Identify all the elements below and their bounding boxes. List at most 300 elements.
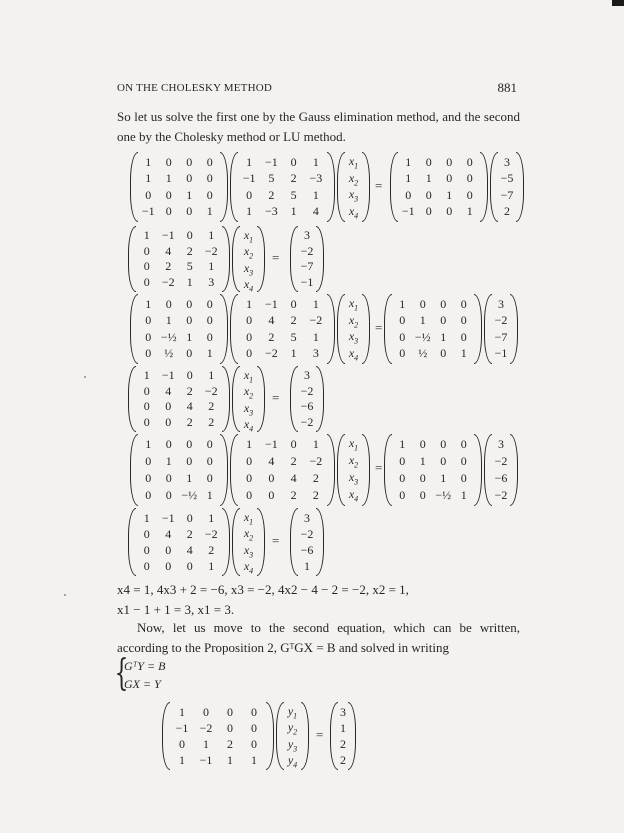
matrix-entry: −1: [264, 154, 278, 169]
matrix-entry: 0: [246, 187, 253, 202]
matrix-entry: 0: [165, 399, 172, 414]
matrix-entry: 2: [290, 488, 297, 502]
right-paren: [480, 152, 488, 222]
right-paren: [220, 152, 228, 222]
matrix-entry: −½: [181, 488, 198, 502]
left-paren: [384, 294, 392, 364]
matrix-entry: 4: [165, 383, 172, 398]
matrix-entry: $x_2$: [243, 244, 254, 261]
matrix-entry: 1: [312, 187, 319, 202]
matrix-entry: 1: [246, 204, 253, 219]
matrix-entry: 2: [504, 204, 510, 219]
matrix-entry: 4: [165, 243, 172, 258]
matrix-entry: 0: [186, 154, 193, 169]
matrix-entry: 0: [466, 154, 473, 169]
matrix-entry: −7: [500, 187, 514, 202]
page-header: [117, 78, 519, 96]
matrix-entry: 1: [165, 171, 172, 186]
equals-sign: =: [272, 250, 280, 265]
matrix-entry: 0: [446, 154, 453, 169]
matrix-entry: 0: [419, 471, 426, 485]
left-paren: [390, 152, 398, 222]
matrix-entry: 1: [312, 296, 319, 311]
matrix-entry: −2: [494, 313, 508, 328]
matrix-entry: 0: [425, 154, 432, 169]
matrix-entry: 0: [405, 187, 412, 202]
intro-paragraph: So let us solve the first one by the Gauss elimination method, and the second one by the Cholesky method or LU method.: [117, 109, 520, 144]
reduced-matrix-6: [128, 508, 230, 576]
matrix-entry: 2: [186, 526, 193, 541]
matrix-entry: 3: [304, 510, 310, 525]
matrix-entry: 0: [399, 488, 406, 502]
matrix-entry: 1: [440, 471, 447, 485]
matrix-entry: −1: [199, 752, 213, 767]
scan-artifact: [612, 0, 624, 6]
matrix-entry: 1: [145, 154, 152, 169]
matrix-entry: −1: [141, 204, 155, 219]
matrix-entry: 0: [206, 313, 213, 328]
matrix-entry: $x_2$: [243, 384, 254, 401]
rhs-vector-4: [290, 366, 324, 432]
matrix-entry: 0: [440, 437, 447, 451]
matrix-entry: 0: [165, 296, 172, 311]
matrix-entry: 0: [186, 313, 193, 328]
matrix-entry: 0: [460, 313, 467, 328]
matrix-entry: 0: [246, 454, 253, 468]
matrix-entry: −1: [401, 204, 415, 219]
right-paren: [316, 366, 324, 432]
matrix-entry: 0: [399, 329, 406, 344]
matrix-entry: 1: [145, 171, 152, 186]
matrix-entry: 0: [246, 329, 253, 344]
matrix-entry: 3: [208, 274, 215, 289]
matrix-entry: 1: [208, 368, 215, 383]
matrix-entry: 1: [179, 752, 185, 767]
matrix-entry: $x_1$: [243, 368, 254, 385]
matrix-entry: 0: [165, 154, 172, 169]
coefficient-matrix-5: [230, 434, 335, 506]
solution-line-1: x4 = 1, 4x3 + 2 = −6, x3 = −2, 4x2 − 4 − 2 = −2, x2 = 1,: [117, 582, 409, 597]
matrix-entry: 0: [246, 471, 253, 485]
matrix-entry: 1: [246, 154, 253, 169]
equals-sign: =: [272, 533, 280, 548]
left-paren: [337, 152, 345, 222]
lower-triangular-matrix: [162, 702, 274, 770]
matrix-entry: $x_4$: [348, 345, 359, 362]
left-paren: [128, 366, 136, 432]
matrix-entry: 5: [186, 259, 193, 274]
right-paren: [220, 434, 228, 506]
right-paren: [222, 366, 230, 432]
matrix-entry: 5: [290, 187, 297, 202]
right-paren: [327, 434, 335, 506]
matrix-entry: ½: [418, 346, 428, 361]
matrix-entry: 0: [290, 437, 297, 451]
matrix-entry: 0: [251, 736, 257, 751]
unknowns-vector-1: [337, 152, 370, 222]
followup-paragraph: Now, let us move to the second equation, which can be written, according to the Proposition 2, GᵀGX = B and solved in writing: [117, 620, 520, 655]
matrix-entry: $x_4$: [243, 417, 254, 434]
left-paren: [337, 294, 345, 364]
matrix-entry: 1: [466, 204, 473, 219]
matrix-entry: 0: [251, 720, 257, 735]
matrix-entry: $x_4$: [243, 277, 254, 294]
matrix-entry: 1: [446, 187, 453, 202]
page-number: 881: [497, 80, 517, 95]
reduced-matrix-4: [128, 366, 230, 432]
matrix-entry: −2: [204, 243, 218, 258]
left-paren: [276, 702, 284, 770]
left-paren: [337, 434, 345, 506]
rhs-vector-1: [490, 152, 524, 222]
matrix-entry: 1: [165, 454, 172, 468]
matrix-entry: 1: [246, 296, 253, 311]
matrix-entry: 0: [399, 346, 406, 361]
elimination-matrix-5-rhs: [384, 434, 482, 506]
matrix-entry: 0: [186, 228, 193, 243]
matrix-entry: 4: [312, 204, 319, 219]
matrix-entry: 1: [179, 704, 185, 719]
right-paren: [510, 294, 518, 364]
matrix-entry: $x_4$: [348, 487, 359, 504]
right-paren: [362, 152, 370, 222]
matrix-entry: 0: [165, 542, 172, 557]
y-vector: [276, 702, 309, 770]
rhs-vector-5: [484, 434, 518, 506]
matrix-entry: 4: [268, 313, 275, 328]
matrix-entry: −7: [494, 329, 508, 344]
matrix-entry: 1: [143, 228, 150, 243]
matrix-entry: $y_4$: [287, 753, 298, 770]
left-paren: [128, 226, 136, 292]
matrix-entry: 0: [145, 488, 152, 502]
matrix-entry: 1: [227, 752, 233, 767]
matrix-entry: 0: [399, 471, 406, 485]
matrix-entry: 0: [165, 187, 172, 202]
matrix-entry: −2: [204, 383, 218, 398]
left-paren: [130, 294, 138, 364]
matrix-entry: 2: [186, 243, 193, 258]
matrix-entry: 1: [208, 259, 215, 274]
matrix-entry: 2: [208, 399, 215, 414]
matrix-entry: 0: [460, 296, 467, 311]
matrix-entry: 2: [290, 454, 297, 468]
unknowns-vector-3: [337, 294, 370, 364]
matrix-entry: −1: [161, 368, 175, 383]
matrix-entry: 4: [186, 399, 193, 414]
matrix-entry: −5: [500, 171, 514, 186]
matrix-entry: 0: [165, 488, 172, 502]
matrix-entry: −6: [300, 542, 314, 557]
matrix-entry: $y_2$: [287, 720, 298, 737]
matrix-entry: 1: [399, 296, 406, 311]
matrix-entry: 1: [145, 296, 152, 311]
matrix-entry: −1: [175, 720, 189, 735]
matrix-entry: 0: [268, 471, 275, 485]
matrix-entry: 1: [208, 558, 215, 573]
right-paren: [222, 226, 230, 292]
matrix-entry: −1: [494, 346, 508, 361]
matrix-entry: 0: [186, 171, 193, 186]
matrix-entry: 1: [419, 454, 426, 468]
matrix-entry: $x_2$: [348, 312, 359, 329]
right-paren: [474, 294, 482, 364]
system-equation-2: GX = Y: [124, 677, 161, 691]
matrix-entry: 2: [290, 171, 297, 186]
matrix-entry: 0: [290, 154, 297, 169]
right-paren: [257, 366, 265, 432]
matrix-entry: 1: [206, 346, 213, 361]
matrix-entry: 4: [268, 454, 275, 468]
unknowns-vector-5: [337, 434, 370, 506]
matrix-entry: 4: [165, 526, 172, 541]
matrix-entry: −2: [161, 274, 175, 289]
elimination-matrix-3-rhs: [384, 294, 482, 364]
left-paren: [130, 152, 138, 222]
elimination-matrix-1-rhs: [390, 152, 488, 222]
matrix-entry: 0: [186, 437, 193, 451]
matrix-entry: 1: [405, 154, 412, 169]
matrix-entry: 1: [251, 752, 257, 767]
matrix-entry: 0: [186, 368, 193, 383]
unknowns-vector-4: [232, 366, 265, 432]
matrix-entry: −2: [494, 488, 508, 502]
matrix-entry: 2: [268, 187, 275, 202]
matrix-entry: 1: [304, 558, 310, 573]
matrix-entry: 4: [186, 542, 193, 557]
matrix-entry: 3: [304, 228, 310, 243]
matrix-entry: $x_3$: [243, 542, 254, 560]
matrix-entry: −3: [309, 171, 323, 186]
matrix-entry: $y_1$: [287, 704, 298, 721]
matrix-entry: 0: [143, 526, 150, 541]
matrix-entry: 0: [165, 471, 172, 485]
matrix-entry: 2: [186, 414, 193, 429]
right-paren: [510, 434, 518, 506]
matrix-entry: 0: [446, 171, 453, 186]
matrix-entry: 0: [460, 329, 467, 344]
matrix-entry: −2: [309, 454, 323, 468]
matrix-entry: −1: [242, 171, 256, 186]
matrix-entry: 0: [143, 399, 150, 414]
matrix-entry: $x_1$: [348, 296, 359, 313]
matrix-entry: 2: [312, 471, 319, 485]
matrix-entry: −2: [199, 720, 213, 735]
left-paren: [230, 294, 238, 364]
scan-speck: [84, 376, 86, 378]
matrix-entry: −1: [161, 510, 175, 525]
left-paren: [290, 226, 298, 292]
left-paren: [230, 434, 238, 506]
matrix-entry: 3: [498, 296, 504, 311]
solution-line-2: x1 − 1 + 1 = 3, x1 = 3.: [117, 601, 235, 617]
unknowns-vector-6: [232, 508, 265, 576]
matrix-entry: −7: [300, 259, 314, 274]
left-paren: [384, 434, 392, 506]
matrix-entry: 0: [203, 704, 209, 719]
matrix-entry: 0: [145, 329, 152, 344]
matrix-entry: 5: [268, 171, 275, 186]
matrix-entry: 1: [206, 488, 213, 502]
right-paren: [257, 226, 265, 292]
equals-sign: =: [272, 390, 280, 405]
matrix-entry: 0: [246, 346, 253, 361]
matrix-entry: 2: [186, 383, 193, 398]
matrix-entry: 0: [466, 187, 473, 202]
matrix-entry: 3: [504, 154, 510, 169]
matrix-entry: 0: [145, 313, 152, 328]
equals-sign: =: [375, 460, 383, 475]
left-paren: [128, 508, 136, 576]
matrix-entry: 2: [208, 414, 215, 429]
matrix-entry: 0: [145, 454, 152, 468]
matrix-entry: 0: [206, 329, 213, 344]
matrix-entry: 0: [165, 558, 172, 573]
matrix-entry: −1: [300, 274, 314, 289]
equals-sign: =: [375, 178, 383, 193]
matrix-entry: $x_1$: [243, 228, 254, 245]
matrix-entry: −½: [160, 329, 177, 344]
matrix-entry: 2: [340, 736, 346, 751]
matrix-entry: 2: [165, 259, 172, 274]
elimination-matrix-1: [130, 152, 228, 222]
matrix-entry: 1: [405, 171, 412, 186]
matrix-entry: $x_3$: [348, 470, 359, 487]
matrix-entry: 2: [290, 313, 297, 328]
matrix-entry: 1: [186, 187, 193, 202]
matrix-entry: $x_3$: [348, 329, 359, 346]
left-paren: [232, 226, 240, 292]
system-equation-1: GᵀY = B: [124, 659, 166, 673]
matrix-entry: $x_1$: [243, 510, 254, 527]
right-paren: [362, 294, 370, 364]
matrix-entry: −6: [300, 399, 314, 414]
matrix-entry: 0: [186, 204, 193, 219]
matrix-entry: 1: [419, 313, 426, 328]
matrix-entry: 0: [419, 488, 426, 502]
matrix-entry: 0: [227, 720, 233, 735]
matrix-entry: −2: [300, 414, 314, 429]
matrix-entry: 0: [179, 736, 185, 751]
left-paren: [290, 508, 298, 576]
matrix-entry: ½: [164, 346, 174, 361]
matrix-entry: 1: [143, 368, 150, 383]
right-paren: [327, 152, 335, 222]
matrix-entry: $x_1$: [348, 436, 359, 453]
matrix-entry: 0: [440, 296, 447, 311]
matrix-entry: 2: [268, 329, 275, 344]
left-paren: [232, 366, 240, 432]
matrix-entry: −3: [264, 204, 278, 219]
matrix-entry: $x_1$: [348, 154, 359, 171]
matrix-entry: 2: [312, 488, 319, 502]
matrix-entry: 2: [208, 542, 215, 557]
left-paren: [290, 366, 298, 432]
coefficient-matrix-1: [230, 152, 335, 222]
rhs-vector-2: [290, 226, 324, 292]
matrix-entry: −2: [204, 526, 218, 541]
rhs-vector-6: [290, 508, 324, 576]
matrix-entry: 1: [186, 471, 193, 485]
matrix-entry: 1: [425, 171, 432, 186]
matrix-entry: 2: [340, 752, 346, 767]
matrix-entry: $x_3$: [243, 260, 254, 278]
matrix-entry: 0: [186, 346, 193, 361]
matrix-entry: 2: [227, 736, 233, 751]
matrix-entry: 3: [304, 368, 310, 383]
matrix-entry: 0: [165, 437, 172, 451]
matrix-entry: 0: [440, 313, 447, 328]
matrix-entry: 0: [419, 437, 426, 451]
matrix-entry: 0: [425, 187, 432, 202]
matrix-entry: 0: [186, 296, 193, 311]
right-paren: [316, 508, 324, 576]
matrix-entry: 0: [206, 296, 213, 311]
right-paren: [362, 434, 370, 506]
matrix-entry: 0: [145, 187, 152, 202]
rhs-vector-7: [330, 702, 356, 770]
matrix-entry: 0: [419, 296, 426, 311]
matrix-entry: $x_4$: [243, 559, 254, 576]
matrix-entry: 0: [186, 454, 193, 468]
matrix-entry: 1: [165, 313, 172, 328]
matrix-entry: 0: [186, 510, 193, 525]
right-paren: [327, 294, 335, 364]
matrix-entry: $x_3$: [243, 400, 254, 418]
system-brace: {: [114, 653, 129, 694]
left-paren: [484, 434, 492, 506]
running-head: ON THE CHOLESKY METHOD: [117, 82, 273, 94]
matrix-entry: 1: [340, 720, 346, 735]
matrix-entry: −2: [300, 526, 314, 541]
matrix-entry: 0: [165, 204, 172, 219]
matrix-entry: 1: [145, 437, 152, 451]
matrix-entry: $x_3$: [348, 187, 359, 204]
right-paren: [316, 226, 324, 292]
matrix-entry: 0: [143, 274, 150, 289]
matrix-entry: −2: [309, 313, 323, 328]
unknowns-vector-2: [232, 226, 265, 292]
matrix-entry: 0: [206, 154, 213, 169]
reduced-matrix-2: [128, 226, 230, 292]
matrix-entry: 1: [312, 329, 319, 344]
matrix-entry: 0: [206, 437, 213, 451]
matrix-entry: 0: [440, 454, 447, 468]
left-paren: [330, 702, 338, 770]
matrix-entry: 0: [143, 558, 150, 573]
matrix-entry: 1: [208, 228, 215, 243]
left-paren: [484, 294, 492, 364]
solution-text: [117, 580, 520, 619]
matrix-entry: 0: [399, 313, 406, 328]
matrix-entry: 4: [290, 471, 297, 485]
matrix-entry: 1: [312, 154, 319, 169]
right-paren: [301, 702, 309, 770]
matrix-entry: −1: [264, 437, 278, 451]
matrix-entry: −1: [161, 228, 175, 243]
left-paren: [162, 702, 170, 770]
matrix-entry: $y_3$: [287, 736, 298, 754]
matrix-entry: 0: [143, 383, 150, 398]
matrix-entry: 0: [143, 542, 150, 557]
right-paren: [516, 152, 524, 222]
matrix-entry: 0: [251, 704, 257, 719]
equals-sign: =: [375, 320, 383, 335]
matrix-entry: 3: [312, 346, 319, 361]
right-paren: [266, 702, 274, 770]
matrix-entry: 0: [246, 488, 253, 502]
matrix-entry: −2: [300, 243, 314, 258]
